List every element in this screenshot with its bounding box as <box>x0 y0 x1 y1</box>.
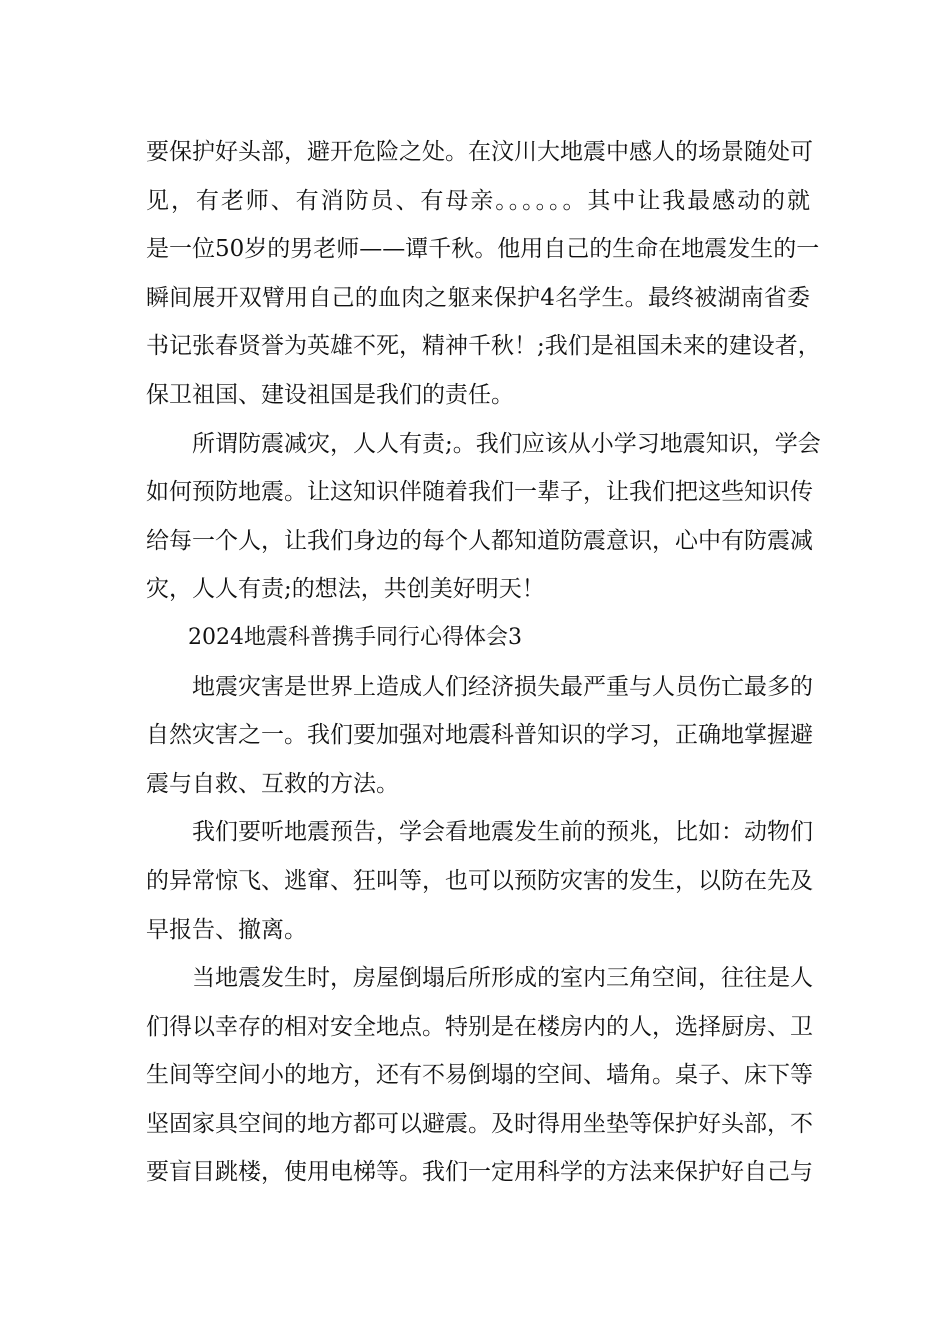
text-line: 的异常惊飞、逃窜、狂叫等，也可以预防灾害的发生，以防在先及 <box>146 867 813 894</box>
document-body <box>146 128 821 1197</box>
text-line: 早报告、撤离。 <box>146 916 307 943</box>
text-line: 给每一个人，让我们身边的每个人都知道防震意识，心中有防震减 <box>146 527 813 554</box>
text-line: 震与自救、互救的方法。 <box>146 770 399 797</box>
text-line: 瞬间展开双臂用自己的血肉之躯来保护4名学生。最终被湖南省委 <box>146 284 810 311</box>
text-line: 保卫祖国、建设祖国是我们的责任。 <box>146 381 514 408</box>
text-line: 是一位50岁的男老师——谭千秋。他用自己的生命在地震发生的一 <box>146 236 820 263</box>
paragraph-first-line: 地震灾害是世界上造成人们经济损失最严重与人员伤亡最多的 <box>192 673 813 700</box>
text-line: 灾，人人有责;的想法，共创美好明天！ <box>146 576 545 603</box>
text-line: 生间等空间小的地方，还有不易倒塌的空间、墙角。桌子、床下等 <box>146 1062 813 1089</box>
text-line: 坚固家具空间的地方都可以避震。及时得用坐垫等保护好头部，不 <box>146 1110 813 1137</box>
paragraph-first-line: 我们要听地震预告，学会看地震发生前的预兆，比如：动物们 <box>192 819 813 846</box>
text-line: 要保护好头部，避开危险之处。在汶川大地震中感人的场景随处可 <box>146 139 813 165</box>
text-line: 要盲目跳楼，使用电梯等。我们一定用科学的方法来保护好自己与 <box>146 1159 813 1186</box>
section-heading: 2024地震科普携手同行心得体会3 <box>188 624 522 650</box>
text-line: 书记张春贤誉为英雄不死，精神千秋！;我们是祖国未来的建设者， <box>146 333 821 360</box>
text-line: 如何预防地震。让这知识伴随着我们一辈子，让我们把这些知识传 <box>146 479 813 506</box>
text-line: 自然灾害之一。我们要加强对地震科普知识的学习，正确地掌握避 <box>146 722 813 749</box>
text-line: 们得以幸存的相对安全地点。特别是在楼房内的人，选择厨房、卫 <box>146 1013 813 1040</box>
paragraph-first-line: 当地震发生时，房屋倒塌后所形成的室内三角空间，往往是人 <box>192 965 813 992</box>
text-line: 见，有老师、有消防员、有母亲。。。。。。其中让我最感动的就 <box>146 187 810 214</box>
paragraph-first-line: 所谓防震减灾，人人有责;。我们应该从小学习地震知识，学会 <box>192 430 821 457</box>
